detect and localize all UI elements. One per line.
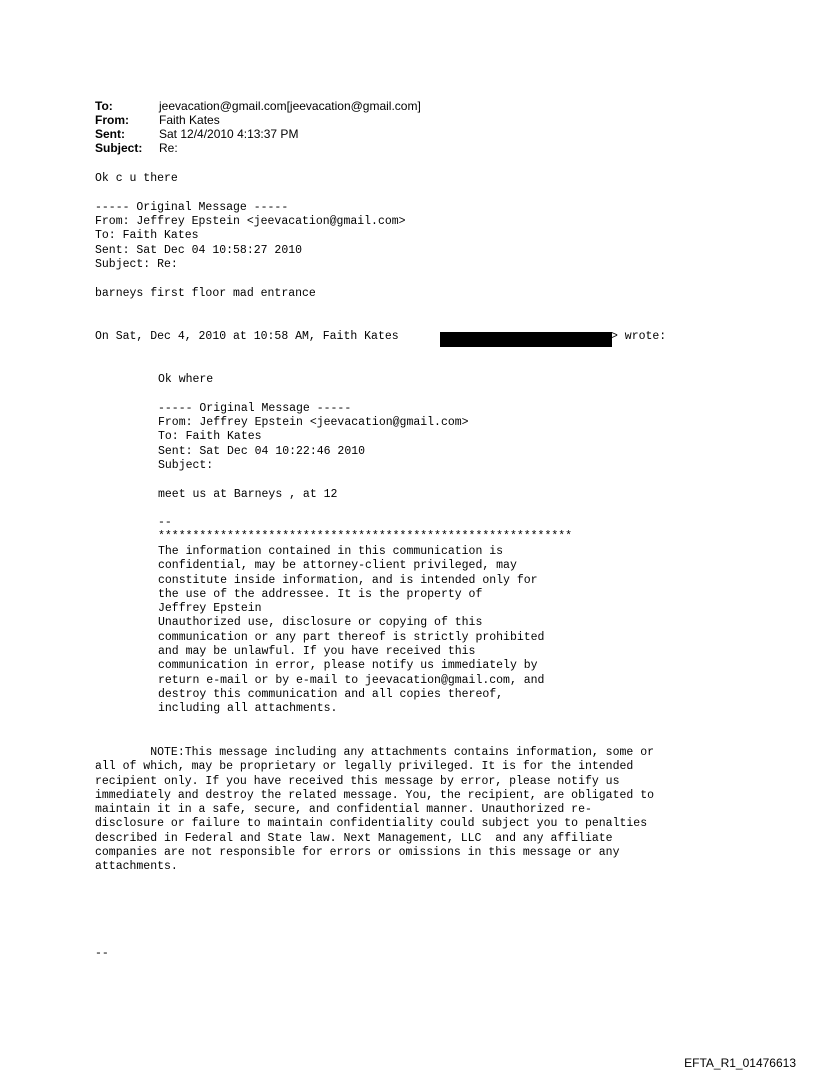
sent-row bbox=[95, 127, 421, 141]
subject-label: Subject: bbox=[95, 141, 143, 155]
quoted-message: meet us at Barneys , at 12 bbox=[158, 488, 338, 501]
document-id: EFTA_R1_01476613 bbox=[684, 1056, 796, 1070]
original-to: To: Faith Kates bbox=[95, 229, 199, 242]
quoted-from: From: Jeffrey Epstein <jeevacation@gmail.com> bbox=[158, 416, 469, 429]
redaction-box bbox=[440, 332, 612, 347]
from-label: From: bbox=[95, 113, 129, 127]
subject-row bbox=[95, 141, 421, 155]
sent-value: Sat 12/4/2010 4:13:37 PM bbox=[159, 127, 299, 141]
to-value: jeevacation@gmail.com[jeevacation@gmail.com] bbox=[159, 99, 421, 113]
to-row bbox=[95, 99, 421, 113]
original-sent: Sent: Sat Dec 04 10:58:27 2010 bbox=[95, 244, 303, 257]
quote-intro-prefix: On Sat, Dec 4, 2010 at 10:58 AM, Faith Kates bbox=[95, 330, 399, 343]
to-label: To: bbox=[95, 99, 113, 113]
footer-dash: -- bbox=[95, 947, 109, 960]
from-row bbox=[95, 113, 421, 127]
quoted-body: Ok where bbox=[158, 373, 214, 386]
quote-intro-suffix: > wrote: bbox=[611, 330, 667, 343]
confidentiality-disclaimer: The information contained in this communication is confidential, may be attorney-client privileged, may constitute inside information, and is intended only for the use of the addressee. It is the property of Jeffrey Epstein Unauthorized use, disclosure or copying of this communication or any part thereof is strictly prohibited and may be unlawful. If you have received this communication in error, please notify us immediately by return e-mail or by e-mail to jeevacation@gmail.com, and destroy this communication and all copies thereof, including all attachments. bbox=[158, 545, 545, 716]
reply-body: Ok c u there bbox=[95, 172, 178, 185]
from-value: Faith Kates bbox=[159, 113, 220, 127]
quoted-to: To: Faith Kates bbox=[158, 430, 262, 443]
note-disclaimer: NOTE:This message including any attachments contains information, some or all of which, may be proprietary or legally privileged. It is for the intended recipient only. If you have received this message by error, please notify us immediately and destroy the related message. You, the recipient, are obligated to maintain it in a safe, secure, and confidential manner. Unauthorized re- disclosure or failure to maintain confidentiality could subject you to penalties described in Federal and State law. Next Management, LLC and any affiliate companies are not responsible for errors or omissions in this message or any attachments. bbox=[95, 746, 654, 874]
subject-value: Re: bbox=[159, 141, 178, 155]
original-separator: ----- Original Message ----- bbox=[95, 201, 289, 214]
signature-stars: ************************************************************ bbox=[158, 530, 573, 543]
email-header bbox=[95, 99, 421, 155]
sent-label: Sent: bbox=[95, 127, 125, 141]
quoted-separator: ----- Original Message ----- bbox=[158, 402, 352, 415]
original-subject: Subject: Re: bbox=[95, 258, 178, 271]
signature-dash: -- bbox=[158, 516, 172, 529]
quoted-subject: Subject: bbox=[158, 459, 214, 472]
quoted-sent: Sent: Sat Dec 04 10:22:46 2010 bbox=[158, 445, 366, 458]
original-body: barneys first floor mad entrance bbox=[95, 287, 316, 300]
original-from: From: Jeffrey Epstein <jeevacation@gmail.com> bbox=[95, 215, 406, 228]
